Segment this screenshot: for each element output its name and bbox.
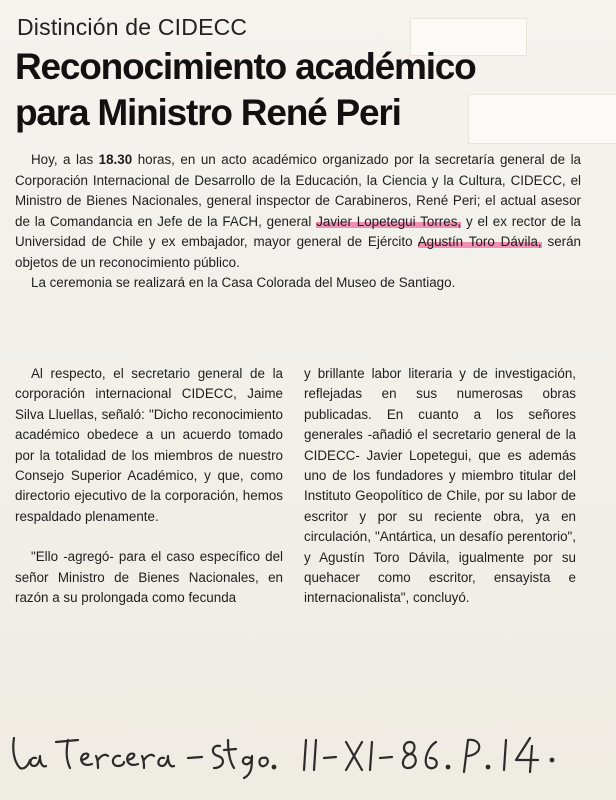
- lead-paragraph-2: La ceremonia se realizará en la Casa Colorada del Museo de Santiago.: [31, 275, 456, 290]
- lead-paragraph-1: [15, 150, 581, 273]
- article-lead: [15, 150, 581, 294]
- lead-text: serán objetos de un reconocimiento público.: [15, 234, 582, 270]
- lead-text: y el ex rector de la Universidad de Chile y ex embajador, mayor general de Ejército: [15, 213, 581, 249]
- article-headline: [15, 44, 575, 136]
- headline-line-2: para Ministro René Peri: [15, 92, 401, 133]
- lead-time: 18.30: [98, 152, 133, 167]
- article-kicker: Distinción de CIDECC: [17, 14, 248, 40]
- body-paragraph: "Ello -agregó- para el caso específico del señor Ministro de Bienes Nacionales, en razón a su prolongada como fecunda: [15, 549, 283, 606]
- highlighted-name: Agustín Toro Dávila,: [417, 234, 542, 249]
- headline-line-1: Reconocimiento académico: [15, 46, 476, 87]
- body-column-left: [15, 364, 283, 628]
- highlighted-name: Javier Lopetegui Torres,: [316, 213, 462, 229]
- body-paragraph: y brillante labor literaria y de investigación, reflejadas en sus numerosas obras publicadas. En cuanto a los señores generales -añadió el secretario general de la CIDECC- Javier Lopetegui, que es además uno de los fundadores y miembro titular del Instituto Geopolítico de Chile, por su labor de escritor y por su reciente obra, ya en circulación, "Antártica, un desafío perentorio", y Agustín Toro Dávila, igualmente por su quehacer como escritor, ensayista e internacionalista", concluyó.: [304, 366, 576, 606]
- body-paragraph: Al respecto, el secretario general de la corporación internacional CIDECC, Jaime Silva Lluellas, señaló: "Dicho reconocimiento académico obedece a un acuerdo tomado por la totalidad de los miembros de nuestro Consejo Superior Académico, y que, como directorio ejecutivo de la corporación, hemos respaldado plenamente.: [15, 366, 283, 524]
- body-column-right: [304, 364, 576, 629]
- lead-text: horas, en un acto académico organizado por la secretaría general de la Corporación Internacional de Desarrollo de la Educación, la Ciencia y la Cultura, CIDECC, el Ministro de Bienes Nacionales, general inspector de Carabineros, René Peri; el actual asesor de la Comandancia en Jefe de la FACH, general: [15, 152, 581, 229]
- lead-text: Hoy, a las: [31, 152, 99, 167]
